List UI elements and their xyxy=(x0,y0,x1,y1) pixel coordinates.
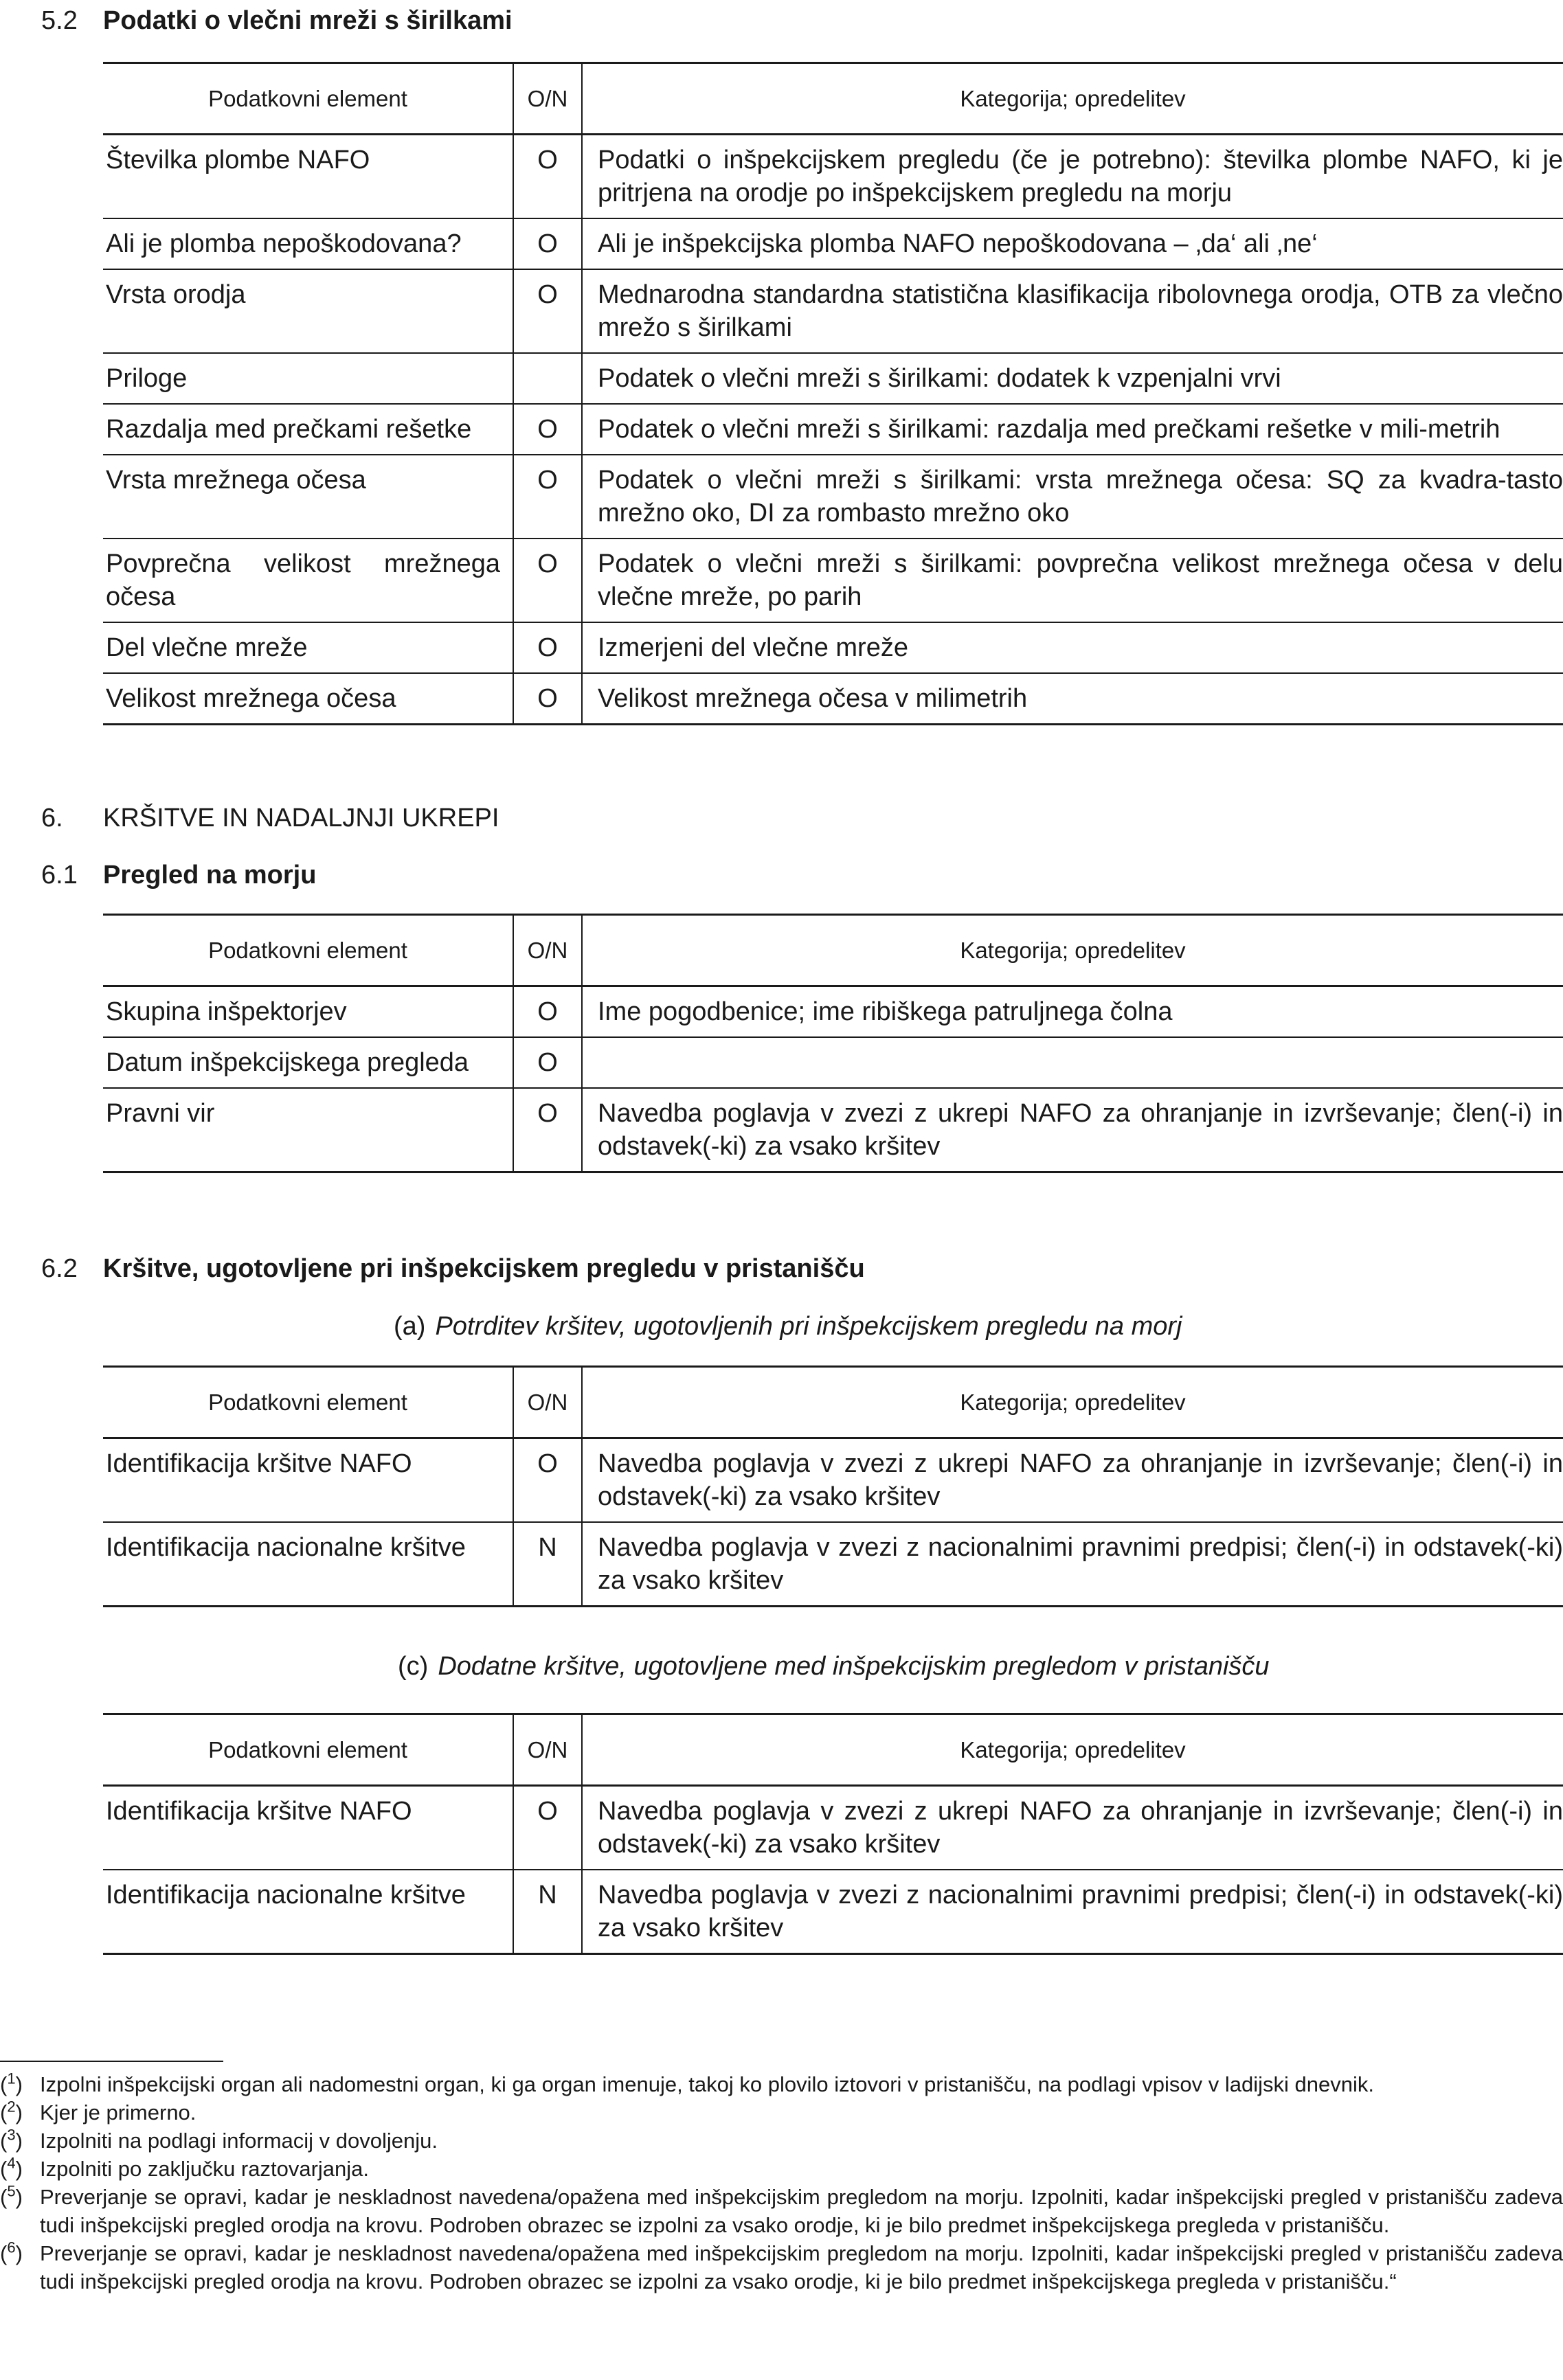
table-row xyxy=(103,269,1563,353)
footnote-text: Izpolniti po zaključku raztovarjanja. xyxy=(40,2157,370,2181)
section-number: 5.2 xyxy=(41,6,78,35)
footnote-marker: ($^3$) xyxy=(0,2126,23,2153)
subsection-title: Potrditev kršitev, ugotovljenih pri inšpekcijskem pregledu na morj xyxy=(435,1312,1182,1341)
section-number: 6. xyxy=(41,804,63,832)
table-row xyxy=(103,622,1563,673)
footnote-number: 6 xyxy=(7,2239,16,2256)
table-row xyxy=(103,353,1563,404)
footnote-marker: ($^1$) xyxy=(0,2070,23,2096)
footnote xyxy=(0,2239,1563,2296)
data-element-cell: Identifikacija nacionalne kršitve xyxy=(103,1522,513,1607)
data-element-cell: Priloge xyxy=(103,353,513,404)
table-row xyxy=(103,218,1563,269)
table-row xyxy=(103,1786,1563,1870)
footnote-text: Preverjanje se opravi, kadar je neskladnost navedena/opažena med inšpekcijskim pregledom na morju. Izpolniti, kadar inšpekcijski pregled v pristanišču zadeva tudi inšpekcijski pregled orodja na krovu. Podroben obrazec se izpolni za vsako orodje, ki je bilo predmet inšpekcijskega pregleda v pristanišču. xyxy=(40,2185,1563,2237)
on-cell: O xyxy=(513,1088,582,1172)
section-title: Pregled na morju xyxy=(103,861,317,889)
category-cell: Podatek o vlečni mreži s širilkami: dodatek k vzpenjalni vrvi xyxy=(582,353,1563,404)
footnote-text: Izpolniti na podlagi informacij v dovoljenju. xyxy=(40,2129,438,2153)
section-number: 6.2 xyxy=(41,1254,78,1283)
subsection-label: (c) xyxy=(398,1652,429,1681)
section-title: KRŠITVE IN NADALJNJI UKREPI xyxy=(103,804,499,832)
sea-inspection-table xyxy=(103,914,1563,1173)
table-row xyxy=(103,135,1563,219)
footnote-text: Kjer je primerno. xyxy=(40,2100,196,2124)
footnote-number: 3 xyxy=(7,2126,16,2144)
section-6-1-heading xyxy=(41,859,316,892)
on-cell xyxy=(513,353,582,404)
footnote-marker: ($^2$) xyxy=(0,2098,23,2124)
category-cell: Navedba poglavja v zvezi z ukrepi NAFO za ohranjanje in izvrševanje; člen(-i) in odstavek(-ki) za vsako kršitev xyxy=(582,1438,1563,1523)
on-cell: O xyxy=(513,269,582,353)
footnote-number: 4 xyxy=(7,2154,16,2172)
footnote-number: 5 xyxy=(7,2182,16,2200)
table-header-row xyxy=(103,63,1563,135)
on-cell: N xyxy=(513,1522,582,1607)
footnote-number: 2 xyxy=(7,2098,16,2116)
confirmation-violations-table xyxy=(103,1365,1563,1607)
category-cell: Velikost mrežnega očesa v milimetrih xyxy=(582,673,1563,725)
on-cell: O xyxy=(513,1438,582,1523)
table-row xyxy=(103,1522,1563,1607)
category-cell: Navedba poglavja v zvezi z nacionalnimi pravnimi predpisi; člen(-i) in odstavek(-ki) za vsako kršitev xyxy=(582,1522,1563,1607)
on-cell: O xyxy=(513,539,582,622)
data-element-cell: Identifikacija nacionalne kršitve xyxy=(103,1870,513,1954)
table-row xyxy=(103,1870,1563,1954)
table-header-row xyxy=(103,1367,1563,1438)
on-cell: O xyxy=(513,622,582,673)
section-title: Podatki o vlečni mreži s širilkami xyxy=(103,6,513,35)
table-row xyxy=(103,986,1563,1038)
header-data-element: Podatkovni element xyxy=(103,63,513,135)
subsection-c-heading xyxy=(398,1650,1270,1683)
category-cell: Mednarodna standardna statistična klasifikacija ribolovnega orodja, OTB za vlečno mrežo s širilkami xyxy=(582,269,1563,353)
category-cell: Podatek o vlečni mreži s širilkami: povprečna velikost mrežnega očesa v delu vlečne mreže, po parih xyxy=(582,539,1563,622)
category-cell xyxy=(582,1037,1563,1088)
header-on: O/N xyxy=(513,1367,582,1438)
on-cell: O xyxy=(513,1786,582,1870)
header-data-element: Podatkovni element xyxy=(103,1367,513,1438)
on-cell: O xyxy=(513,404,582,455)
table-row xyxy=(103,455,1563,539)
header-on: O/N xyxy=(513,63,582,135)
footnote-number: 1 xyxy=(7,2070,16,2087)
category-cell: Podatki o inšpekcijskem pregledu (če je potrebno): številka plombe NAFO, ki je pritrjena na orodje po inšpekcijskem pregledu na morju xyxy=(582,135,1563,219)
header-category: Kategorija; opredelitev xyxy=(582,63,1563,135)
on-cell: O xyxy=(513,1037,582,1088)
table-row xyxy=(103,404,1563,455)
data-element-cell: Identifikacija kršitve NAFO xyxy=(103,1438,513,1523)
header-category: Kategorija; opredelitev xyxy=(582,915,1563,986)
on-cell: N xyxy=(513,1870,582,1954)
on-cell: O xyxy=(513,218,582,269)
footnote-marker: ($^6$) xyxy=(0,2239,23,2265)
header-data-element: Podatkovni element xyxy=(103,915,513,986)
footnote xyxy=(0,2098,1563,2127)
additional-violations-table xyxy=(103,1713,1563,1955)
category-cell: Izmerjeni del vlečne mreže xyxy=(582,622,1563,673)
header-on: O/N xyxy=(513,1714,582,1786)
data-element-cell: Razdalja med prečkami rešetke xyxy=(103,404,513,455)
section-number: 6.1 xyxy=(41,861,78,889)
data-element-cell: Del vlečne mreže xyxy=(103,622,513,673)
category-cell: Navedba poglavja v zvezi z ukrepi NAFO za ohranjanje in izvrševanje; člen(-i) in odstavek(-ki) za vsako kršitev xyxy=(582,1786,1563,1870)
data-element-cell: Identifikacija kršitve NAFO xyxy=(103,1786,513,1870)
footnote-text: Izpolni inšpekcijski organ ali nadomestni organ, ki ga organ imenuje, takoj ko plovilo iztovori v pristanišču, na podlagi vpisov v ladijski dnevnik. xyxy=(40,2072,1374,2096)
footnote-separator xyxy=(0,2061,223,2062)
section-title: Kršitve, ugotovljene pri inšpekcijskem pregledu v pristanišču xyxy=(103,1254,865,1283)
footnote-text: Preverjanje se opravi, kadar je neskladnost navedena/opažena med inšpekcijskim pregledom na morju. Izpolniti, kadar inšpekcijski pregled v pristanišču zadeva tudi inšpekcijski pregled orodja na krovu. Podroben obrazec se izpolni za vsako orodje, ki je bilo predmet inšpekcijskega pregleda v pristanišču.“ xyxy=(40,2241,1563,2293)
data-element-cell: Skupina inšpektorjev xyxy=(103,986,513,1038)
on-cell: O xyxy=(513,673,582,725)
table-header-row xyxy=(103,915,1563,986)
table-row xyxy=(103,1088,1563,1172)
table-row xyxy=(103,1438,1563,1523)
section-6-2-heading xyxy=(41,1252,865,1285)
data-element-cell: Datum inšpekcijskega pregleda xyxy=(103,1037,513,1088)
on-cell: O xyxy=(513,986,582,1038)
footnote-marker: ($^5$) xyxy=(0,2182,23,2209)
footnote xyxy=(0,2183,1563,2239)
category-cell: Podatek o vlečni mreži s širilkami: vrsta mrežnega očesa: SQ za kvadra-tasto mrežno oko, DI za rombasto mrežno oko xyxy=(582,455,1563,539)
footnote xyxy=(0,2127,1563,2155)
data-element-cell: Številka plombe NAFO xyxy=(103,135,513,219)
header-category: Kategorija; opredelitev xyxy=(582,1714,1563,1786)
data-element-cell: Pravni vir xyxy=(103,1088,513,1172)
data-element-cell: Vrsta orodja xyxy=(103,269,513,353)
table-header-row xyxy=(103,1714,1563,1786)
on-cell: O xyxy=(513,455,582,539)
category-cell: Ime pogodbenice; ime ribiškega patruljnega čolna xyxy=(582,986,1563,1038)
table-row xyxy=(103,1037,1563,1088)
category-cell: Navedba poglavja v zvezi z nacionalnimi pravnimi predpisi; člen(-i) in odstavek(-ki) za vsako kršitev xyxy=(582,1870,1563,1954)
footnote xyxy=(0,2070,1563,2098)
data-element-cell: Povprečna velikost mrežnega očesa xyxy=(103,539,513,622)
footnotes xyxy=(0,2070,1563,2296)
trawl-data-table xyxy=(103,62,1563,725)
subsection-title: Dodatne kršitve, ugotovljene med inšpekcijskim pregledom v pristanišču xyxy=(438,1652,1270,1681)
table-row xyxy=(103,539,1563,622)
category-cell: Ali je inšpekcijska plomba NAFO nepoškodovana – ‚da‘ ali ‚ne‘ xyxy=(582,218,1563,269)
section-5-2-heading xyxy=(41,4,513,37)
category-cell: Podatek o vlečni mreži s širilkami: razdalja med prečkami rešetke v mili-metrih xyxy=(582,404,1563,455)
category-cell: Navedba poglavja v zvezi z ukrepi NAFO za ohranjanje in izvrševanje; člen(-i) in odstavek(-ki) za vsako kršitev xyxy=(582,1088,1563,1172)
subsection-label: (a) xyxy=(394,1312,426,1341)
subsection-a-heading xyxy=(394,1310,1182,1343)
header-on: O/N xyxy=(513,915,582,986)
on-cell: O xyxy=(513,135,582,219)
data-element-cell: Velikost mrežnega očesa xyxy=(103,673,513,725)
footnote xyxy=(0,2155,1563,2183)
footnote-marker: ($^4$) xyxy=(0,2154,23,2181)
data-element-cell: Vrsta mrežnega očesa xyxy=(103,455,513,539)
header-data-element: Podatkovni element xyxy=(103,1714,513,1786)
header-category: Kategorija; opredelitev xyxy=(582,1367,1563,1438)
data-element-cell: Ali je plomba nepoškodovana? xyxy=(103,218,513,269)
section-6-heading xyxy=(41,802,499,835)
table-row xyxy=(103,673,1563,725)
